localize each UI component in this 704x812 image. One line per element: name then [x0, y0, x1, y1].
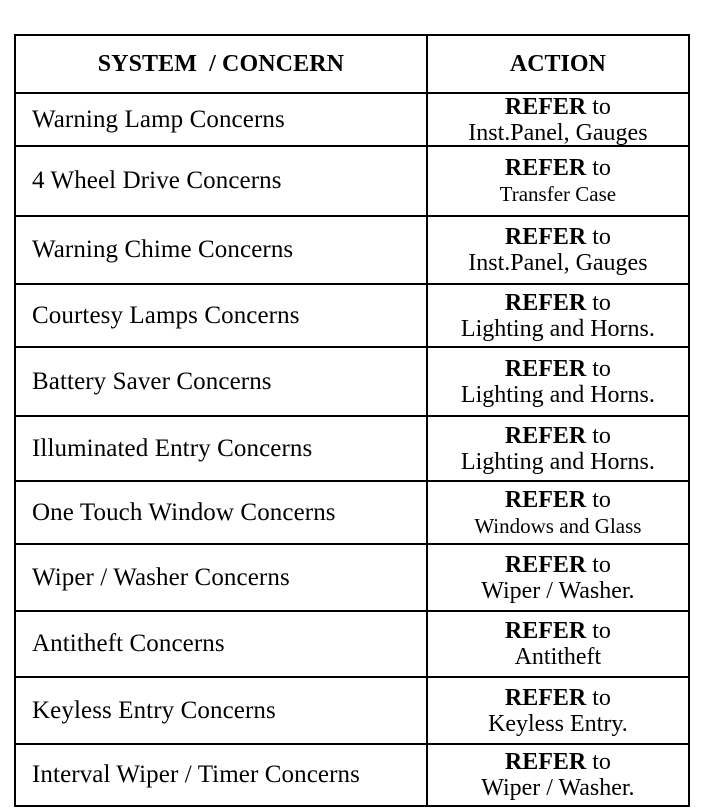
table-row: [16, 745, 690, 807]
refer-line: [505, 552, 611, 578]
table-row: [16, 147, 690, 217]
system-concern-cell: Battery Saver Concerns: [16, 348, 428, 415]
refer-to: to: [592, 684, 611, 711]
refer-target: Lighting and Horns.: [460, 381, 655, 408]
refer-line: [505, 290, 611, 316]
action-cell: [428, 94, 690, 145]
table-row: [16, 285, 690, 348]
refer-line: [505, 749, 611, 775]
refer-to: to: [592, 155, 611, 181]
system-concern-cell: Wiper / Washer Concerns: [16, 545, 428, 610]
refer-line: [505, 356, 611, 382]
refer-line: [505, 155, 611, 181]
refer-to: to: [592, 93, 611, 120]
refer-target: Lighting and Horns.: [460, 448, 655, 475]
system-concern-cell: Keyless Entry Concerns: [16, 678, 428, 743]
refer-target: Wiper / Washer.: [481, 577, 635, 604]
action-cell: [428, 612, 690, 676]
refer-to: to: [592, 749, 611, 775]
refer-word: REFER: [504, 551, 587, 578]
refer-word: REFER: [504, 486, 587, 513]
refer-line: [505, 618, 611, 644]
refer-line: [505, 685, 611, 711]
refer-word: REFER: [504, 355, 587, 382]
refer-line: [505, 224, 611, 250]
refer-target: Antitheft: [514, 644, 602, 670]
system-concern-cell: One Touch Window Concerns: [16, 482, 428, 543]
table-row: [16, 612, 690, 678]
system-concern-cell: Warning Lamp Concerns: [16, 94, 428, 145]
system-concern-cell: Antitheft Concerns: [16, 612, 428, 676]
refer-to: to: [592, 486, 611, 513]
refer-word: REFER: [504, 155, 587, 181]
refer-line: [505, 423, 611, 449]
header-action: ACTION: [428, 36, 690, 92]
action-cell: [428, 285, 690, 346]
action-cell: [428, 147, 690, 215]
refer-target: Wiper / Washer.: [481, 775, 635, 801]
system-concern-cell: Courtesy Lamps Concerns: [16, 285, 428, 346]
refer-target: Inst.Panel, Gauges: [468, 119, 648, 146]
action-cell: [428, 745, 690, 805]
table-row: [16, 482, 690, 545]
refer-target: Inst.Panel, Gauges: [468, 250, 648, 276]
refer-word: REFER: [504, 224, 587, 250]
action-cell: [428, 482, 690, 543]
action-cell: [428, 545, 690, 610]
refer-line: [505, 94, 611, 120]
concern-action-table: [14, 34, 690, 807]
refer-target: Lighting and Horns.: [460, 315, 655, 342]
system-concern-cell: Warning Chime Concerns: [16, 217, 428, 283]
refer-to: to: [592, 224, 611, 250]
refer-line: [505, 487, 611, 513]
refer-word: REFER: [504, 93, 587, 120]
header-system-concern: SYSTEM / CONCERN: [16, 36, 428, 92]
refer-target: Windows and Glass: [474, 513, 642, 538]
refer-to: to: [592, 618, 611, 644]
refer-word: REFER: [504, 684, 587, 711]
table-header-row: [16, 36, 690, 94]
system-concern-cell: Interval Wiper / Timer Concerns: [16, 745, 428, 805]
refer-target: Keyless Entry.: [488, 710, 628, 737]
table-row: [16, 94, 690, 147]
action-cell: [428, 678, 690, 743]
action-cell: [428, 348, 690, 415]
action-cell: [428, 417, 690, 480]
table-row: [16, 545, 690, 612]
refer-to: to: [592, 422, 611, 449]
action-cell: [428, 217, 690, 283]
refer-to: to: [592, 289, 611, 316]
refer-word: REFER: [504, 289, 587, 316]
system-concern-cell: 4 Wheel Drive Concerns: [16, 147, 428, 215]
table-row: [16, 348, 690, 417]
refer-word: REFER: [504, 749, 587, 775]
refer-word: REFER: [504, 422, 587, 449]
refer-to: to: [592, 355, 611, 382]
system-concern-cell: Illuminated Entry Concerns: [16, 417, 428, 480]
refer-to: to: [592, 551, 611, 578]
table-row: [16, 217, 690, 285]
table-row: [16, 417, 690, 482]
refer-word: REFER: [504, 618, 587, 644]
refer-target: Transfer Case: [499, 182, 617, 206]
table-row: [16, 678, 690, 745]
